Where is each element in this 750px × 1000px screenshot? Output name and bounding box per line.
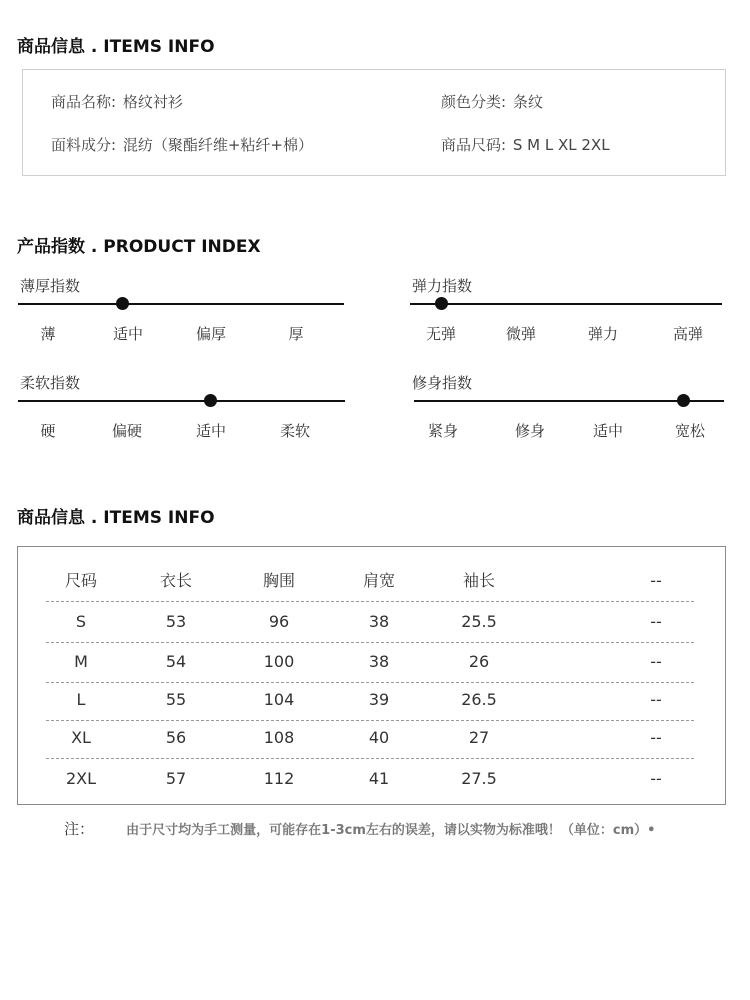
table-row — [46, 642, 694, 683]
thickness-index-tick: 厚 — [288, 325, 304, 343]
cell-size: M — [74, 652, 88, 671]
info-name-label: 商品名称: — [51, 93, 117, 111]
size-table-header — [46, 561, 694, 602]
fit-index-tick: 修身 — [514, 422, 546, 440]
cell-sleeve: 27.5 — [461, 769, 497, 788]
fit-index — [410, 372, 740, 462]
info-color-value: 条纹 — [512, 93, 543, 111]
fit-index-tick: 紧身 — [427, 422, 459, 440]
softness-index-tick: 硬 — [40, 422, 56, 440]
cell-size: 2XL — [65, 769, 97, 788]
table-row — [46, 759, 694, 799]
cell-shoulder: 41 — [368, 769, 390, 788]
cell-chest: 112 — [263, 769, 295, 788]
cell-length: 54 — [165, 652, 187, 671]
cell-extra: -- — [650, 690, 662, 709]
cell-chest: 100 — [263, 652, 295, 671]
thickness-index-tick: 适中 — [112, 325, 144, 343]
cell-shoulder: 40 — [368, 728, 390, 747]
thickness-index-tick: 偏厚 — [195, 325, 227, 343]
note-text: 由于尺寸均为手工测量，可能存在1-3cm左右的误差，请以实物为标准哦！（单位：cm）• — [126, 823, 656, 838]
info-fabric-label: 面料成分: — [51, 136, 117, 154]
info-fabric-value: 混纺（聚酯纤维+粘纤+棉） — [122, 136, 313, 154]
table-row — [46, 718, 694, 759]
header-length: 衣长 — [159, 571, 193, 590]
elastic-index-tick: 弹力 — [587, 325, 619, 343]
softness-index-title: 柔软指数 — [20, 374, 81, 392]
cell-size: L — [76, 690, 86, 709]
softness-index — [18, 372, 348, 462]
softness-index-tick: 适中 — [195, 422, 227, 440]
cell-size: XL — [71, 728, 91, 747]
elastic-index-title: 弹力指数 — [412, 277, 473, 295]
thickness-index-marker — [116, 297, 129, 310]
thickness-index-track — [18, 303, 344, 305]
cell-length: 53 — [165, 612, 187, 631]
section-title-items-info-size: 商品信息 . ITEMS INFO — [17, 508, 215, 528]
cell-extra: -- — [650, 769, 662, 788]
cell-shoulder: 39 — [368, 690, 390, 709]
table-row — [46, 680, 694, 721]
softness-index-tick: 柔软 — [279, 422, 311, 440]
header-shoulder: 肩宽 — [362, 571, 396, 590]
header-sleeve: 袖长 — [462, 571, 496, 590]
elastic-index — [410, 275, 740, 365]
elastic-index-tick: 高弹 — [672, 325, 704, 343]
thickness-index — [18, 275, 348, 365]
cell-length: 57 — [165, 769, 187, 788]
cell-sleeve: 26.5 — [461, 690, 497, 709]
info-name-value: 格纹衬衫 — [122, 93, 183, 111]
elastic-index-tick: 无弹 — [425, 325, 457, 343]
cell-sleeve: 26 — [468, 652, 490, 671]
header-extra: -- — [650, 571, 662, 590]
header-size: 尺码 — [64, 571, 98, 590]
cell-extra: -- — [650, 652, 662, 671]
cell-sleeve: 25.5 — [461, 612, 497, 631]
elastic-index-marker — [435, 297, 448, 310]
cell-shoulder: 38 — [368, 652, 390, 671]
info-size-row — [441, 134, 610, 155]
softness-index-tick: 偏硬 — [111, 422, 143, 440]
cell-length: 56 — [165, 728, 187, 747]
section-title-items-info: 商品信息 . ITEMS INFO — [17, 37, 215, 57]
header-chest: 胸围 — [262, 571, 296, 590]
elastic-index-track — [410, 303, 722, 305]
info-name-row — [51, 91, 183, 112]
cell-extra: -- — [650, 728, 662, 747]
thickness-index-tick: 薄 — [40, 325, 56, 343]
cell-extra: -- — [650, 612, 662, 631]
fit-index-tick: 适中 — [592, 422, 624, 440]
table-row — [46, 602, 694, 643]
info-color-label: 颜色分类: — [441, 93, 507, 111]
cell-length: 55 — [165, 690, 187, 709]
fit-index-tick: 宽松 — [674, 422, 706, 440]
note-label: 注： — [64, 820, 95, 838]
thickness-index-title: 薄厚指数 — [20, 277, 81, 295]
softness-index-marker — [204, 394, 217, 407]
cell-chest: 108 — [263, 728, 295, 747]
cell-chest: 104 — [263, 690, 295, 709]
cell-chest: 96 — [268, 612, 290, 631]
info-size-value: S M L XL 2XL — [512, 136, 610, 154]
info-fabric-row — [51, 134, 313, 155]
cell-size: S — [75, 612, 87, 631]
item-info-box — [22, 69, 726, 176]
info-color-row — [441, 91, 543, 112]
cell-shoulder: 38 — [368, 612, 390, 631]
fit-index-marker — [677, 394, 690, 407]
softness-index-track — [18, 400, 345, 402]
info-size-label: 商品尺码: — [441, 136, 507, 154]
size-table — [17, 546, 726, 805]
section-title-product-index: 产品指数 . PRODUCT INDEX — [17, 237, 261, 257]
fit-index-title: 修身指数 — [412, 374, 473, 392]
elastic-index-tick: 微弹 — [505, 325, 537, 343]
cell-sleeve: 27 — [468, 728, 490, 747]
measurement-note — [64, 818, 655, 839]
